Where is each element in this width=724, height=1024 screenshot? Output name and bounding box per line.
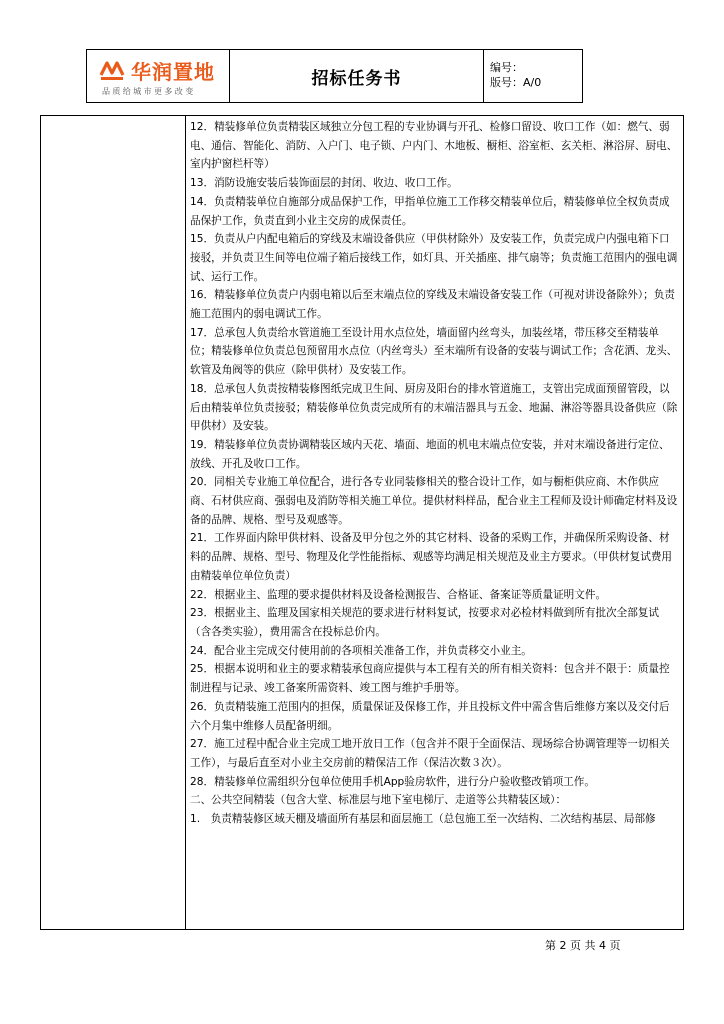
paragraph-17: 17．总承包人负责给水管道施工至设计用水点位处，墙面留内丝弯头，加装丝堵，带压移交至精装单位；精装修单位负责总包预留用水点位（内丝弯头）至末端所有设备的安装与调试工作；含花洒、龙头、软管及角阀等的供应（除甲供材）及安装工作。 bbox=[190, 326, 678, 377]
paragraph-27: 27．施工过程中配合业主完成工地开放日工作（包含并不限于全面保洁、现场综合协调管理等一切相关工作），与最后直至对小业主交房前的精保洁工作（保洁次数３次）。 bbox=[190, 738, 670, 769]
paragraph-14: 14．负责精装单位自施部分成品保护工作，甲指单位施工工作移交精装单位后，精装修单位全权负责成品保护工作，负责直到小业主交房的成保责任。 bbox=[190, 195, 670, 227]
content-cell bbox=[187, 118, 679, 829]
logo-mark-icon bbox=[99, 59, 125, 81]
content-table bbox=[40, 115, 684, 930]
paragraph-19: 19．精装修单位负责协调精装区域内天花、墙面、地面的机电末端点位安装，并对末端设备进行定位、放线、开孔及收口工作。 bbox=[190, 438, 670, 470]
logo-text: 华润置地 bbox=[131, 60, 215, 84]
paragraph-22: 22．根据业主、监理的要求提供材料及设备检测报告、合格证、备案证等质量证明文件。 bbox=[190, 588, 607, 601]
paragraph-26: 26．负责精装施工范围内的担保，质量保证及保修工作，并且投标文件中需含售后维修方案以及交付后六个月集中维修人员配备明细。 bbox=[190, 700, 670, 732]
paragraph-12: 12．精装修单位负责精装区域独立分包工程的专业协调与开孔、检修口留设、收口工作（如：燃气、弱电、通信、智能化、消防、入户门、电子锁、户内门、木地板、橱柜、浴室柜、玄关柜、淋浴屏、厨电、室内护窗栏杆等） bbox=[190, 121, 678, 171]
section-heading-public-space: 二、公共空间精装（包含大堂、标准层与地下室电梯厅、走道等公共精装区域）： bbox=[190, 794, 567, 807]
paragraph-25: 25．根据本说明和业主的要求精装承包商应提供与本工程有关的所有相关资料：包含并不限于：质量控制进程与记录、竣工备案所需资料、竣工图与维护手册等。 bbox=[190, 663, 670, 695]
paragraph-public-1: 1. 负责精装修区域天棚及墙面所有基层和面层施工（总包施工至一次结构、二次结构基层、局部修 bbox=[190, 813, 656, 826]
document-number: 编号： bbox=[490, 61, 523, 74]
document-header bbox=[86, 49, 583, 103]
paragraph-15: 15．负责从户内配电箱后的穿线及末端设备供应（甲供材除外）及安装工作，负责完成户内强电箱下口接驳，并负责卫生间等电位端子箱后接线工作，如灯具、开关插座、排气扇等；负责施工范围内的强电调试、运行工作。 bbox=[190, 233, 678, 283]
paragraph-13: 13．消防设施安装后装饰面层的封闭、收边、收口工作。 bbox=[190, 177, 458, 190]
logo-slogan: 品质给城市更多改变 bbox=[102, 87, 196, 96]
company-logo bbox=[87, 50, 230, 102]
paragraph-28: 28．精装修单位需组织分包单位使用手机App验房软件，进行分户验收整改销项工作。 bbox=[190, 775, 595, 788]
document-title: 招标任务书 bbox=[230, 50, 484, 102]
paragraph-23: 23．根据业主、监理及国家相关规范的要求进行材料复试，按要求对必检材料做到所有批次全部复试（含各类实验），费用需含在投标总价内。 bbox=[190, 607, 660, 638]
page-number: 第 2 页 共 4 页 bbox=[545, 939, 621, 952]
document-version: 版号：A/0 bbox=[490, 76, 542, 89]
paragraph-21: 21．工作界面内除甲供材料、设备及甲分包之外的其它材料、设备的采购工作，并确保所采购设备、材料的品牌、规格、型号、物理及化学性能指标、观感等均满足相关规范及业主方要求。（甲供材复试费用由精装单位单位负责） bbox=[190, 532, 673, 582]
paragraph-24: 24．配合业主完成交付使用前的各项相关准备工作，并负责移交小业主。 bbox=[190, 644, 532, 657]
paragraph-16: 16．精装修单位负责户内弱电箱以后至末端点位的穿线及末端设备安装工作（可视对讲设备除外）；负责施工范围内的弱电调试工作。 bbox=[190, 289, 675, 321]
document-meta bbox=[484, 50, 582, 102]
paragraph-18: 18．总承包人负责按精装修图纸完成卫生间、厨房及阳台的排水管道施工，支管出完成面预留管段，以后由精装单位负责接驳；精装修单位负责完成所有的末端洁器具与五金、地漏、淋浴等器具设备供应（除甲供材）及安装。 bbox=[190, 382, 678, 433]
column-divider bbox=[185, 116, 186, 929]
paragraph-20: 20．同相关专业施工单位配合，进行各专业同装修相关的整合设计工作，如与橱柜供应商、木作供应商、石材供应商、强弱电及消防等相关施工单位。提供材料样品，配合业主工程师及设计师确定材料及设备的品牌、规格、型号及观感等。 bbox=[190, 476, 678, 526]
